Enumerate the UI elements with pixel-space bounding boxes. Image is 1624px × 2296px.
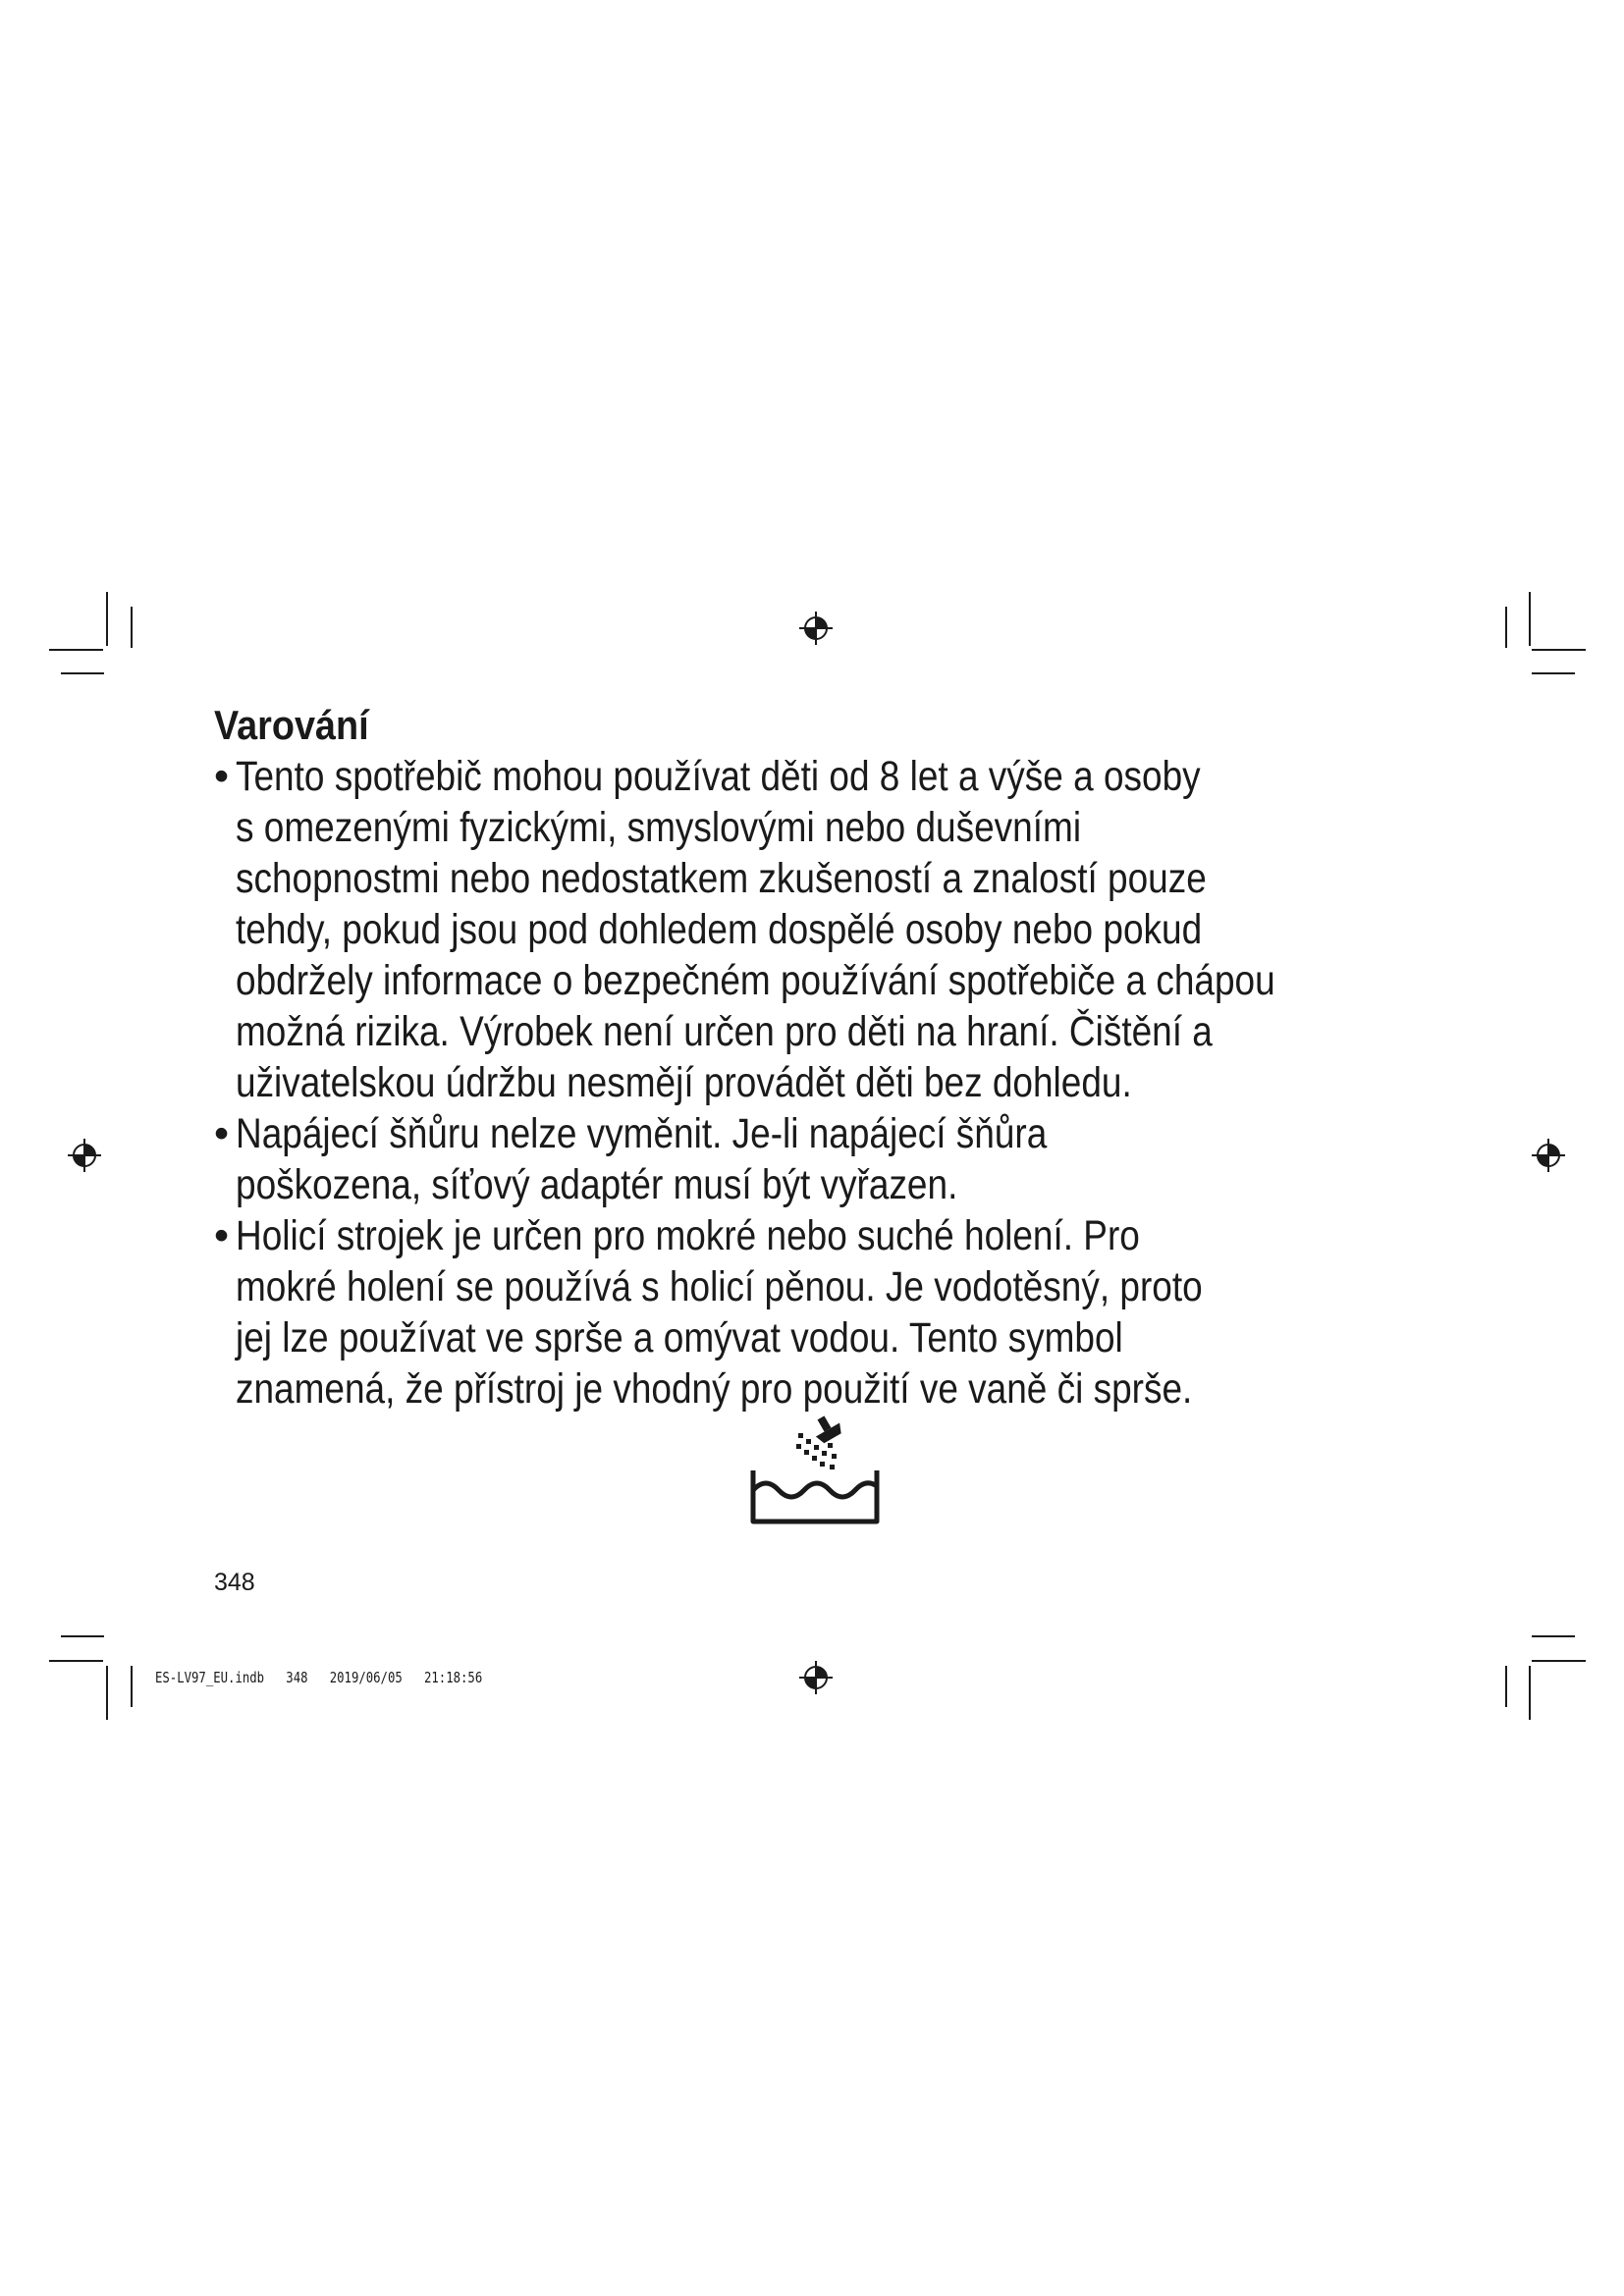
crop-mark bbox=[1505, 1666, 1507, 1707]
warning-section bbox=[214, 700, 1441, 1415]
crop-mark bbox=[131, 607, 133, 648]
print-imprint: ES-LV97_EU.indb 348 2019/06/05 21:18:56 bbox=[155, 1669, 483, 1686]
text-line: jej lze používat ve sprše a omývat vodou. Tento symbol bbox=[236, 1314, 1123, 1362]
page-number: 348 bbox=[214, 1569, 255, 1596]
text-line: schopnostmi nebo nedostatkem zkušeností a znalostí pouze bbox=[236, 855, 1207, 902]
registration-mark-icon bbox=[1532, 1139, 1565, 1172]
text-line: s omezenými fyzickými, smyslovými nebo duševními bbox=[236, 804, 1082, 851]
crop-mark bbox=[1529, 592, 1531, 646]
text-line: znamená, že přístroj je vhodný pro použití ve vaně či sprše. bbox=[236, 1365, 1193, 1413]
crop-mark bbox=[1532, 1635, 1575, 1637]
list-item bbox=[214, 1108, 1441, 1210]
crop-mark bbox=[61, 1635, 104, 1637]
registration-mark-icon bbox=[68, 1139, 101, 1172]
text-line: uživatelskou údržbu nesmějí provádět děti bez dohledu. bbox=[236, 1059, 1132, 1106]
bullet-list bbox=[214, 751, 1441, 1415]
crop-mark bbox=[106, 1666, 108, 1720]
text-line: Holicí strojek je určen pro mokré nebo suché holení. Pro bbox=[236, 1212, 1140, 1259]
crop-mark bbox=[106, 592, 108, 646]
text-line: obdržely informace o bezpečném používání spotřebiče a chápou bbox=[236, 957, 1275, 1004]
crop-mark bbox=[61, 672, 104, 674]
bullet-point: • bbox=[214, 1110, 230, 1157]
bath-shower-icon bbox=[741, 1414, 889, 1529]
text-line: mokré holení se používá s holicí pěnou. Je vodotěsný, proto bbox=[236, 1263, 1203, 1310]
crop-mark bbox=[131, 1666, 133, 1707]
crop-mark bbox=[1532, 649, 1586, 651]
crop-mark bbox=[1532, 672, 1575, 674]
registration-mark-icon bbox=[799, 1661, 833, 1694]
text-line: Napájecí šňůru nelze vyměnit. Je-li napájecí šňůra bbox=[236, 1110, 1048, 1157]
list-item bbox=[214, 1210, 1441, 1415]
section-heading: Varování bbox=[214, 702, 369, 748]
text-line: tehdy, pokud jsou pod dohledem dospělé osoby nebo pokud bbox=[236, 906, 1203, 953]
text-line: Tento spotřebič mohou používat děti od 8 let a výše a osoby bbox=[236, 753, 1201, 800]
bullet-point: • bbox=[214, 1212, 230, 1259]
crop-mark bbox=[1532, 1660, 1586, 1662]
list-item bbox=[214, 751, 1441, 1108]
registration-mark-icon bbox=[799, 612, 833, 645]
text-line: možná rizika. Výrobek není určen pro děti na hraní. Čištění a bbox=[236, 1008, 1213, 1055]
crop-mark bbox=[49, 1660, 103, 1662]
crop-mark bbox=[49, 649, 103, 651]
bullet-point: • bbox=[214, 753, 230, 800]
crop-mark bbox=[1505, 607, 1507, 648]
crop-mark bbox=[1529, 1666, 1531, 1720]
text-line: poškozena, síťový adaptér musí být vyřazen. bbox=[236, 1161, 958, 1208]
